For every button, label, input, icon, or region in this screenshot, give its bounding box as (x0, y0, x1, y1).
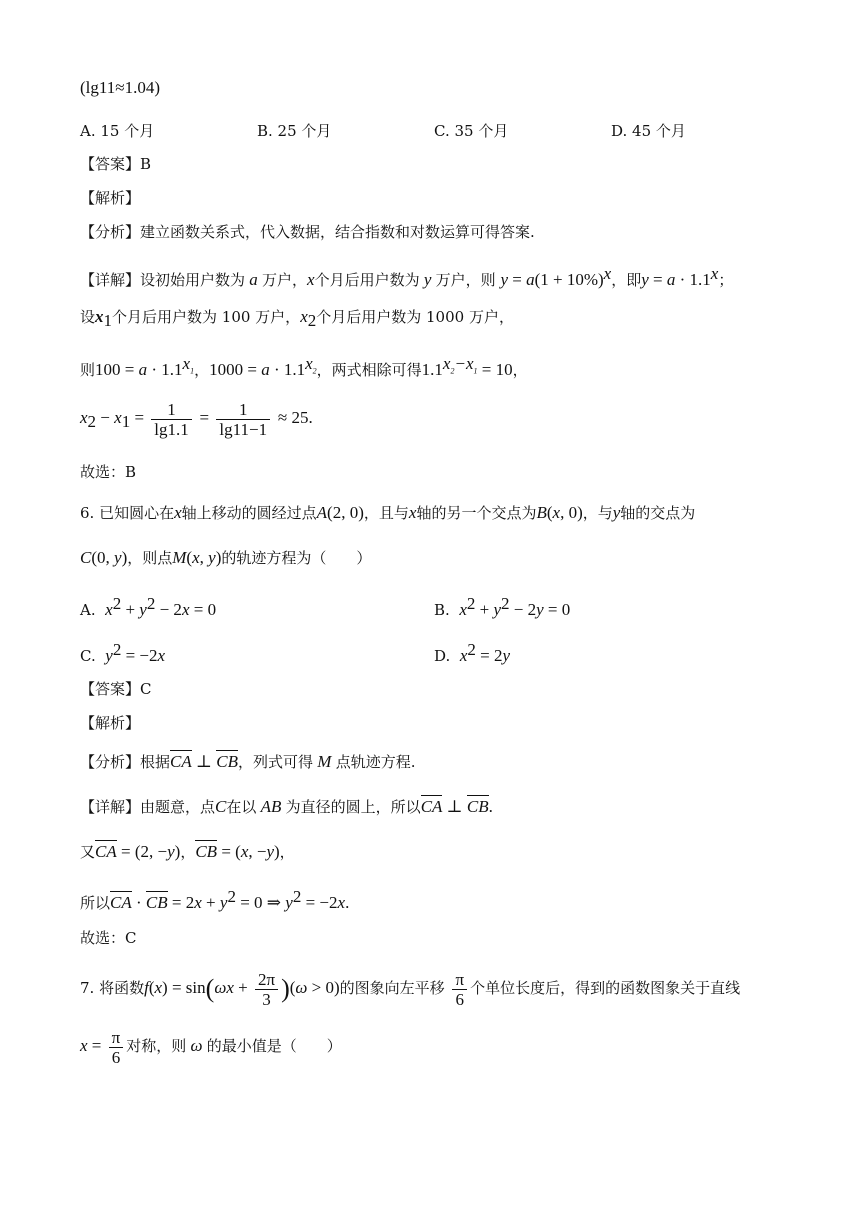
q5-detail-line-4: $x_2 - x_1$ = $\frac{1}{\lg 1.1}$ = $\frac{1}{\lg 11-1}$ ≈ 25. (80, 399, 313, 439)
xiangjie-tag: 【详解】 (80, 271, 141, 289)
q6-fenxi: 【分析】根据CA ⊥ CB，列式可得 M 点轨迹方程. (80, 752, 416, 771)
text: ，与 (582, 504, 613, 522)
answer-tag: 【答案】 (80, 680, 141, 698)
text: 设 (80, 308, 96, 326)
q6-stem-line-1: 6. 已知圆心在x轴上移动的圆经过点A(2, 0)，且与x轴的另一个交点为B(x, 0)，与y轴的交点为 (80, 503, 696, 522)
text: 个月后用户数为 (314, 271, 420, 289)
q5-answer (80, 154, 151, 174)
fraction: $\frac{\pi}{6}$ (452, 970, 467, 1009)
text: 个单位长度后，得到的函数图象关于直线 (470, 979, 741, 997)
text: 的最小值是（ ） (206, 1037, 342, 1055)
text: 6. 已知圆心在 (80, 504, 175, 522)
text: 万户，则 (435, 271, 496, 289)
fraction: $\frac{\pi}{6}$ (109, 1028, 124, 1067)
q6-option-d: D. $x^2 = 2y$ (434, 640, 510, 665)
fraction: $\frac{2\pi}{3}$ (255, 970, 278, 1009)
text: 又 (80, 843, 96, 861)
q6-stem-line-2: C(0, y)，则点M(x, y)的轨迹方程为（ ） (80, 548, 372, 567)
q5-choice: 故选：B (80, 463, 137, 481)
q5-fenxi (80, 222, 535, 242)
text: 则 (80, 361, 96, 379)
q5-option-b: B. 25 个月 (257, 122, 332, 140)
fenxi-text: 建立函数关系式，代入数据，结合指数和对数运算可得答案. (140, 223, 535, 241)
text: 轴的另一个交点为 (416, 504, 537, 522)
q7-stem-line-2: x = $\frac{\pi}{6}$ 对称，则 ω 的最小值是（ ） (80, 1027, 342, 1067)
text: 点轨迹方程. (335, 753, 416, 771)
text: ，且与 (363, 504, 409, 522)
fenxi-tag: 【分析】 (80, 753, 141, 771)
text: ，即 (611, 271, 642, 289)
q5-analysis-tag: 【解析】 (80, 189, 141, 207)
fenxi-tag: 【分析】 (80, 223, 141, 241)
q7-stem-line-1: 7. 将函数f(x) = sin(ωx + $\frac{2\pi}{3}$ )(ω > 0)的图象向左平移 $\frac{\pi}{6}$ 个单位长度后，得到的函数图象关于直线 (80, 969, 741, 1009)
text: 的轨迹方程为（ ） (221, 549, 372, 567)
text: 在以 (226, 798, 257, 816)
text: 为直径的圆上，所以 (285, 798, 421, 816)
text: 轴上移动的圆经过点 (181, 504, 317, 522)
text: 设初始用户数为 (140, 271, 246, 289)
q6-answer (80, 679, 152, 699)
q5-option-c: C. 35 个月 (434, 122, 509, 140)
q6-option-c: C. $y^2 = -2x$ (80, 640, 166, 665)
text: 由题意，点 (140, 798, 216, 816)
q6-option-a: A. $x^2 + y^2 - 2x = 0$ (80, 594, 217, 619)
q5-detail-line-3: 则$100 = a \cdot 1.1^{x_1}$，$1000 = a \cdot 1.1^{x_2}$，两式相除可得$1.1^{x_2-x_1} = 10$， (80, 354, 528, 379)
q6-option-b: B. $x^2 + y^2 - 2y = 0$ (434, 594, 571, 619)
text: 所以 (80, 894, 111, 912)
q6-choice: 故选：C (80, 929, 137, 947)
fraction: $\frac{1}{\lg 1.1}$ (151, 400, 191, 439)
text: 的图象向左平移 (339, 979, 445, 997)
q6-detail-line-1: 【详解】由题意，点C在以 AB 为直径的圆上，所以CA ⊥ CB. (80, 797, 493, 816)
xiangjie-tag: 【详解】 (80, 798, 141, 816)
q5-option-a: A. 15 个月 (80, 122, 155, 140)
q5-detail-line-1: 【详解】设初始用户数为 a 万户，x个月后用户数为 y 万户，则 $y = a(1 + 10\%)^x$，即$y = a \cdot 1.1^x$； (80, 264, 734, 289)
fraction: $\frac{1}{\lg 11-1}$ (216, 400, 270, 439)
text: 个月后用户数为 100 万户， (112, 308, 301, 326)
text: ，则点 (127, 549, 173, 567)
text: ，列式可得 (238, 753, 314, 771)
q5-hint: (lg11≈1.04) (80, 78, 160, 97)
q6-detail-line-2: 又CA = (2, −y)，CB = (x, −y)， (80, 842, 295, 861)
answer-tag: 【答案】 (80, 155, 141, 173)
text: 万户， (262, 271, 308, 289)
text: 个月后用户数为 1000 万户， (316, 308, 514, 326)
text: 根据 (140, 753, 171, 771)
answer-value: C (140, 680, 152, 698)
q5-detail-line-2: 设$x_1$个月后用户数为 100 万户，$x_2$个月后用户数为 1000 万户， (80, 307, 514, 330)
text: 轴的交点为 (620, 504, 696, 522)
text: 7. 将函数 (80, 979, 145, 997)
q6-detail-line-3: 所以CA · CB = $2x + y^2 = 0$ ⇒ $y^2 = -2x$. (80, 887, 350, 912)
q5-option-d: D. 45 个月 (611, 122, 686, 140)
answer-value: B (140, 155, 152, 173)
text: ，两式相除可得 (316, 361, 422, 379)
text: 对称，则 (126, 1037, 187, 1055)
q6-analysis-tag: 【解析】 (80, 714, 141, 732)
